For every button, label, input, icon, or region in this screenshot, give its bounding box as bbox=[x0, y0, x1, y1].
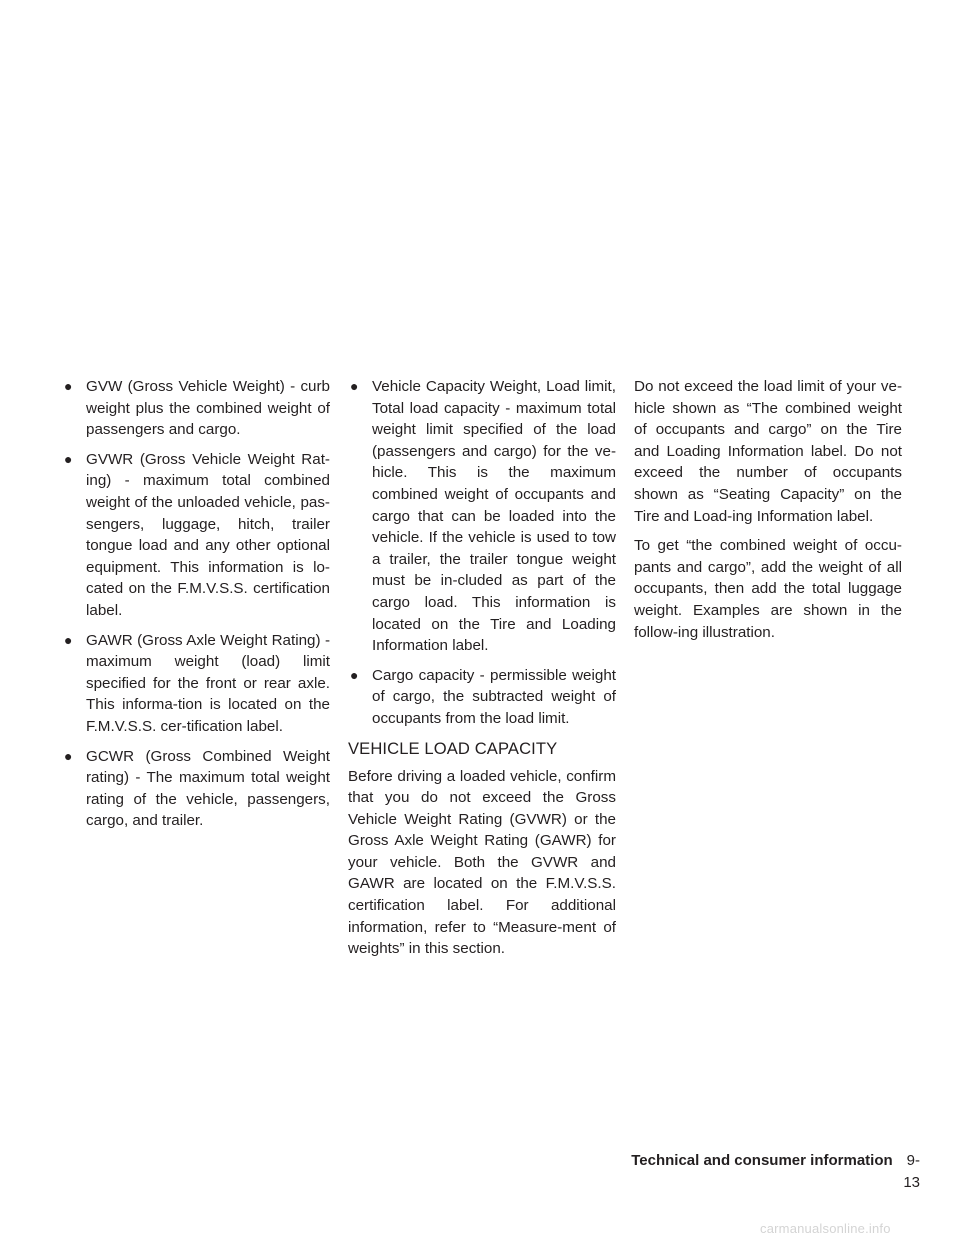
bullet-vehicle-capacity-weight bbox=[348, 376, 616, 657]
footer-section-title: Technical and consumer information bbox=[631, 1152, 893, 1169]
bullet-dot-icon: ● bbox=[64, 747, 73, 764]
bullet-gvwr bbox=[62, 449, 330, 622]
bullet-dot-icon: ● bbox=[64, 378, 73, 394]
watermark: carmanualsonline.info bbox=[760, 1221, 891, 1236]
bullet-dot-icon: ● bbox=[64, 631, 73, 648]
bullet-gvw bbox=[62, 376, 330, 441]
bullet-dot-icon: ● bbox=[350, 666, 359, 683]
bullet-text: GAWR (Gross Axle Weight Rating) - maximum weight (load) limit specified for the front or rear axle. This informa-tion is located on the F.M.V.S.S. cer-tification label. bbox=[86, 631, 330, 735]
column-3 bbox=[634, 376, 902, 651]
load-capacity-paragraph: Before driving a loaded vehicle, confirm that you do not exceed the Gross Vehicle Weight Rating (GVWR) or the Gross Axle Weight Rating (GAWR) for your vehicle. Both the GVWR and GAWR are located on the F.M.V.S.S. certification label. For additional information, refer to “Measure-ment of weights” in this section. bbox=[348, 767, 616, 958]
load-limit-paragraph: Do not exceed the load limit of your ve-hicle shown as “The combined weight of occupants and cargo” on the Tire and Loading Information label. Do not exceed the number of occupants shown as “Seating Capacity” on the Tire and Load-ing Information label. bbox=[634, 378, 902, 525]
bullet-gawr bbox=[62, 630, 330, 738]
bullet-text: GVW (Gross Vehicle Weight) - curb weight plus the combined weight of passengers and cargo. bbox=[86, 378, 330, 439]
section-heading: VEHICLE LOAD CAPACITY bbox=[348, 738, 558, 758]
bullet-dot-icon: ● bbox=[350, 378, 359, 394]
page-footer bbox=[620, 1150, 920, 1193]
column-2 bbox=[348, 376, 616, 968]
combined-weight-paragraph: To get “the combined weight of occu-pants and cargo”, add the weight of all occupants, then add the total luggage weight. Examples are shown in the follow-ing illustration. bbox=[634, 537, 902, 641]
bullet-text: Cargo capacity - permissible weight of cargo, the subtracted weight of occupants from the load limit. bbox=[372, 666, 616, 727]
column-1 bbox=[62, 376, 330, 840]
page-number: 9-13 bbox=[903, 1152, 920, 1191]
bullet-gcwr bbox=[62, 746, 330, 832]
bullet-text: GCWR (Gross Combined Weight rating) - The maximum total weight rating of the vehicle, passengers, cargo, and trailer. bbox=[86, 747, 330, 830]
bullet-text: GVWR (Gross Vehicle Weight Rat-ing) - maximum total combined weight of the unloaded vehicle, pas-sengers, luggage, hitch, trailer tongue load and any other optional equipment. This information is lo-cated on the F.M.V.S.S. certification label. bbox=[86, 450, 330, 619]
bullet-cargo-capacity bbox=[348, 665, 616, 730]
bullet-dot-icon: ● bbox=[64, 450, 73, 467]
bullet-text: Vehicle Capacity Weight, Load limit, Total load capacity - maximum total weight limit specified of the load (passengers and cargo) for the ve-hicle. This is the maximum combined weight of occupants and cargo that can be loaded into the vehicle. If the vehicle is used to tow a trailer, the trailer tongue weight must be in-cluded as part of the cargo load. This information is located on the Tire and Loading Information label. bbox=[372, 378, 616, 655]
